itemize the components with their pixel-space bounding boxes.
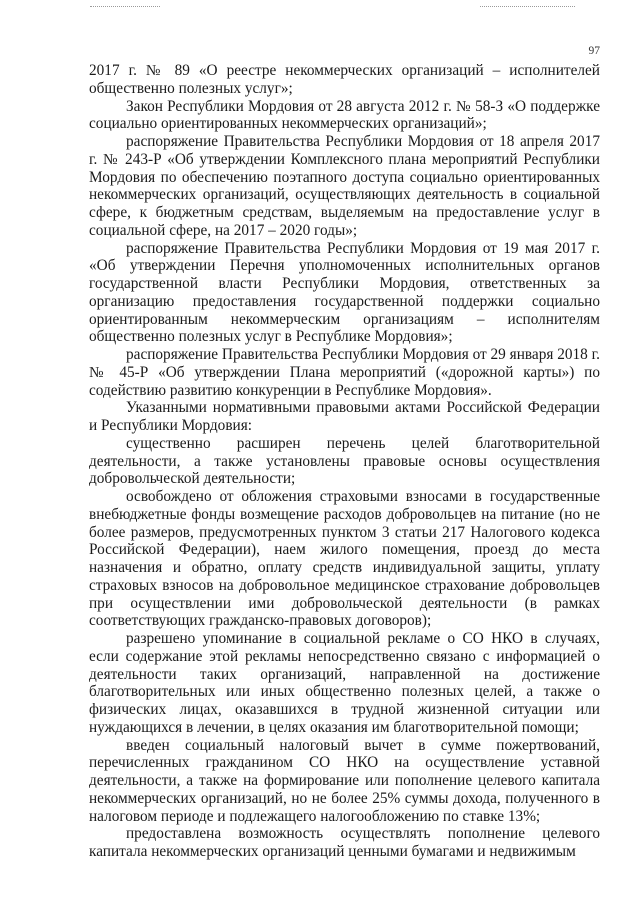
paragraph: распоряжение Правительства Республики Мордовия от 18 апреля 2017 г. № 243-Р «Об утверждении Комплексного плана мероприятий Республики Мордовия по обеспечению поэтапного доступа социально ориентированных некоммерческих организаций, осуществляющих деятельность в социальной сфере, к бюджетным средствам, выделяемым на предоставление услуг в социальной сфере, на 2017 – 2020 годы»; (89, 133, 600, 239)
paragraph: Закон Республики Мордовия от 28 августа 2012 г. № 58-З «О поддержке социально ориентированных некоммерческих организаций»; (89, 97, 600, 133)
paragraph: 2017 г. № 89 «О реестре некоммерческих организаций – исполнителей общественно полезных услуг»; (89, 62, 600, 97)
paragraph: существенно расширен перечень целей благотворительной деятельности, а также установлены правовые основы осуществления добровольческой деятельности; (89, 434, 600, 488)
paragraph: распоряжение Правительства Республики Мордовия от 19 мая 2017 г. «Об утверждении Перечня уполномоченных исполнительных органов государственной власти Республики Мордовия, ответственных за организацию предоставления государственной поддержки социально ориентированным некоммерческим организациям – исполнителям общественно полезных услуг в Республике Мордовия»; (89, 239, 600, 346)
scan-artifact-left (90, 6, 160, 11)
paragraph: предоставлена возможность осуществлять пополнение целевого капитала некоммерческих организаций ценными бумагами и недвижимым (89, 825, 600, 860)
paragraph: распоряжение Правительства Республики Мордовия от 29 января 2018 г. № 45-Р «Об утверждении Плана мероприятий («дорожной карты») по содействию развитию конкуренции в Республике Мордовия». (89, 346, 600, 399)
page-number: 97 (588, 45, 600, 57)
paragraph: разрешено упоминание в социальной рекламе о СО НКО в случаях, если содержание этой рекламы непосредственно связано с информацией о деятельности таких организаций, направленной на достижение благотворительных или иных общественно полезных целей, а также о физических лицах, оказавшихся в трудной жизненной ситуации или нуждающихся в лечении, в целях оказания им благотворительной помощи; (89, 630, 600, 736)
paragraph: освобождено от обложения страховыми взносами в государственные внебюджетные фонды возмещение расходов добровольцев на питание (но не более размеров, предусмотренных пунктом 3 статьи 217 Налогового кодекса Российской Федерации), наем жилого помещения, проезд до места назначения и обратно, оплату средств индивидуальной защиты, уплату страховых взносов на добровольное медицинское страхование добровольцев при осуществлении ими добровольческой деятельности (в рамках соответствующих гражданско-правовых договоров); (89, 488, 600, 630)
paragraph: введен социальный налоговый вычет в сумме пожертвований, перечисленных гражданином СО НКО на осуществление уставной деятельности, а также на формирование или пополнение целевого капитала некоммерческих организаций, но не более 25% суммы дохода, полученного в налоговом периоде и подлежащего налогообложению по ставке 13%; (89, 736, 600, 825)
scan-artifact-right (480, 6, 575, 11)
paragraph: Указанными нормативными правовыми актами Российской Федерации и Республики Мордовия: (89, 399, 600, 434)
document-body (89, 62, 600, 861)
